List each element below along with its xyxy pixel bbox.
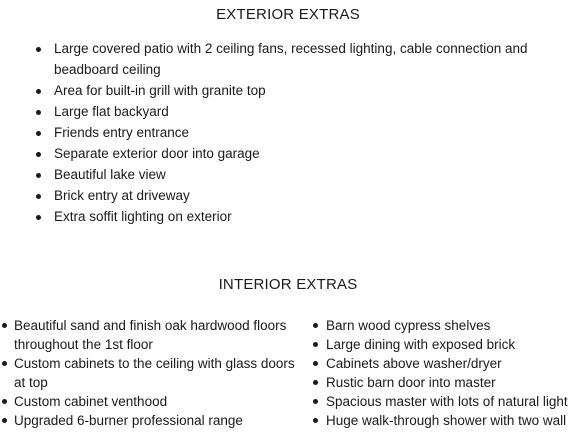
list-item-text: Extra soffit lighting on exterior xyxy=(54,209,232,224)
bullet-icon xyxy=(36,110,41,115)
list-item xyxy=(36,164,556,185)
bullet-icon xyxy=(36,47,41,52)
bullet-icon xyxy=(36,89,41,94)
list-item-text: Beautiful lake view xyxy=(54,167,166,182)
list-item-text: Separate exterior door into garage xyxy=(54,146,260,161)
exterior-extras-list xyxy=(36,38,556,227)
list-item-text: Spacious master with lots of natural light xyxy=(326,394,568,409)
interior-extras-heading: INTERIOR EXTRAS xyxy=(218,276,358,293)
bullet-icon xyxy=(36,152,41,157)
list-item xyxy=(36,185,556,206)
list-item xyxy=(312,335,576,354)
list-item-text: Large dining with exposed brick xyxy=(326,337,516,352)
bullet-icon xyxy=(2,361,7,366)
list-item xyxy=(36,122,556,143)
bullet-icon xyxy=(313,342,318,347)
list-item xyxy=(312,373,576,392)
list-item xyxy=(312,392,576,411)
bullet-icon xyxy=(313,323,318,328)
bullet-icon xyxy=(36,131,41,136)
list-item xyxy=(36,206,556,227)
bullet-icon xyxy=(36,215,41,220)
list-item-text: Cabinets above washer/dryer xyxy=(326,356,502,371)
list-item-text: Large covered patio with 2 ceiling fans, recessed lighting, cable connection and beadboard ceiling xyxy=(54,41,528,77)
bullet-icon xyxy=(2,418,7,423)
list-item xyxy=(36,143,556,164)
list-item xyxy=(36,80,556,101)
list-item xyxy=(312,316,576,335)
bullet-icon xyxy=(36,173,41,178)
list-item-text: Barn wood cypress shelves xyxy=(326,318,491,333)
list-item xyxy=(0,316,300,354)
bullet-icon xyxy=(313,418,318,423)
list-item-text: Friends entry entrance xyxy=(54,125,190,140)
list-item-text: Upgraded 6-burner professional range xyxy=(14,413,243,428)
interior-extras-list-left xyxy=(0,316,300,430)
list-item-text: Custom cabinets to the ceiling with glass doors at top xyxy=(14,356,295,390)
list-item-text: Brick entry at driveway xyxy=(54,188,190,203)
bullet-icon xyxy=(2,323,7,328)
bullet-icon xyxy=(313,380,318,385)
list-item-text: Huge walk-through shower with two wall xyxy=(326,413,567,428)
list-item-text: Beautiful sand and finish oak hardwood floors throughout the 1st floor xyxy=(14,318,287,352)
bullet-icon xyxy=(313,361,318,366)
bullet-icon xyxy=(313,399,318,404)
list-item-text: Large flat backyard xyxy=(54,104,169,119)
exterior-extras-heading: EXTERIOR EXTRAS xyxy=(216,6,360,23)
bullet-icon xyxy=(2,399,7,404)
list-item xyxy=(312,411,576,430)
list-item xyxy=(312,354,576,373)
list-item xyxy=(0,392,300,411)
list-item xyxy=(0,411,300,430)
list-item-text: Custom cabinet venthood xyxy=(14,394,168,409)
list-item xyxy=(36,38,556,80)
interior-extras-list-right xyxy=(312,316,576,430)
list-item xyxy=(0,354,300,392)
list-item-text: Rustic barn door into master xyxy=(326,375,496,390)
list-item xyxy=(36,101,556,122)
bullet-icon xyxy=(36,194,41,199)
list-item-text: Area for built-in grill with granite top xyxy=(54,83,266,98)
